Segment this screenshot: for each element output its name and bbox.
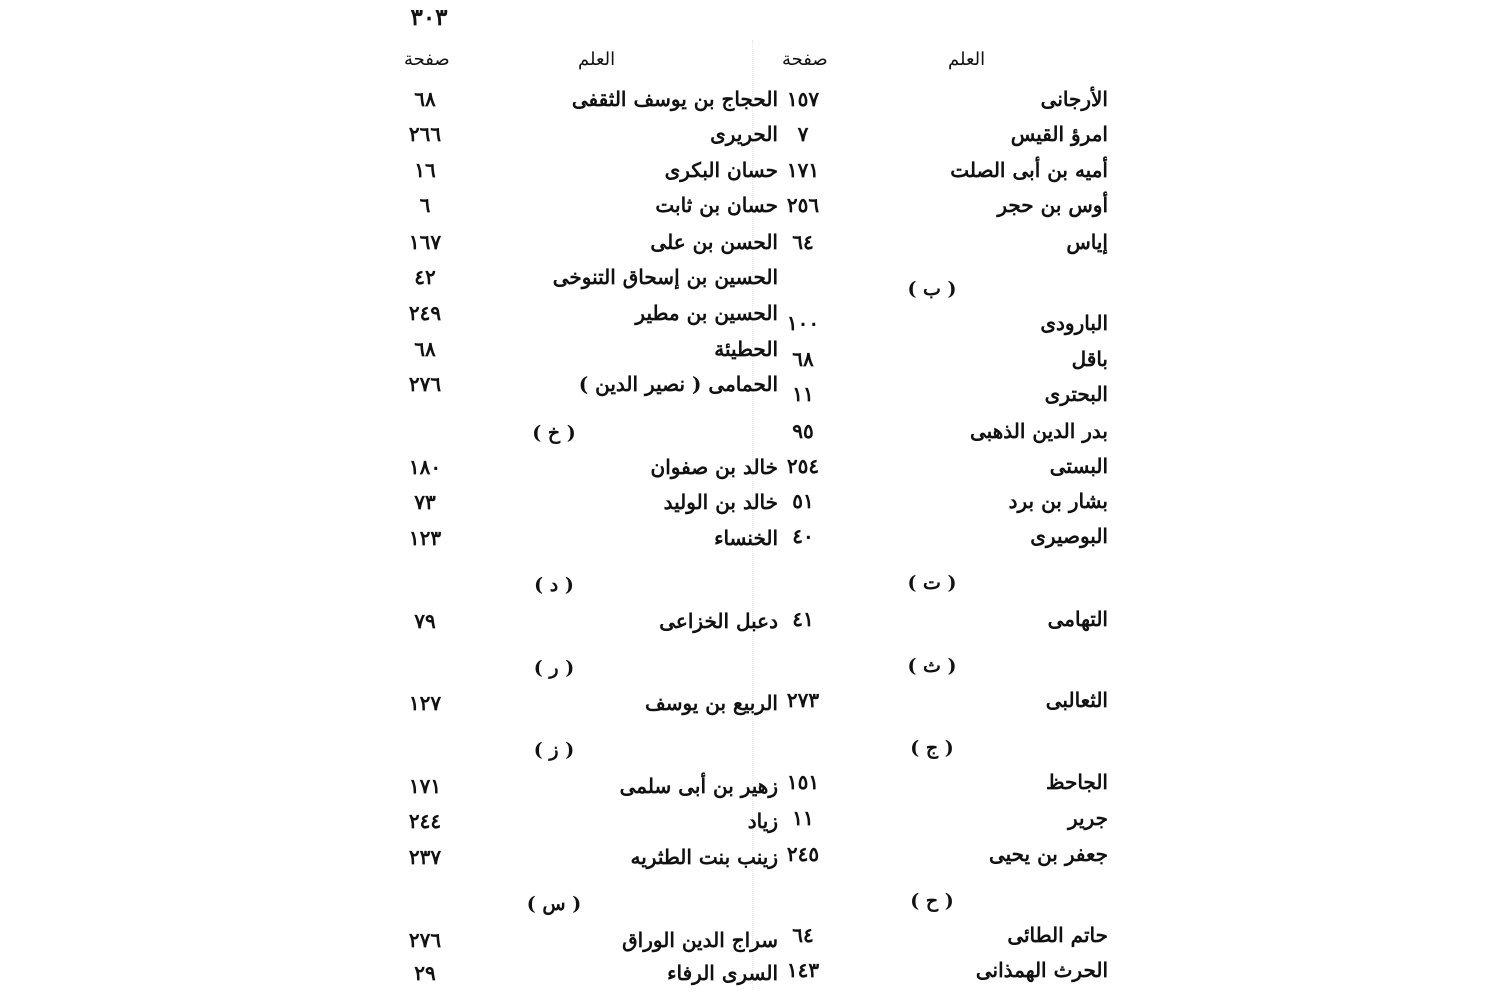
- person-name: الأرجانى: [1040, 87, 1108, 111]
- page-reference: ٧٣: [414, 490, 436, 514]
- page-reference: ١٥٧: [786, 87, 820, 111]
- person-name: الربيع بن يوسف: [644, 691, 778, 715]
- page-reference: ١٠٠: [786, 311, 820, 335]
- index-entry-row: [770, 955, 1108, 985]
- index-entry-row: [770, 839, 1108, 869]
- person-name: أميه بن أبى الصلت: [950, 158, 1108, 182]
- index-entry-row: [392, 523, 778, 553]
- index-entry-row: [392, 155, 778, 185]
- person-name: السرى الرفاء: [667, 961, 778, 985]
- page-reference: ٦٨: [414, 87, 436, 111]
- person-name: أوس بن حجر: [997, 193, 1108, 217]
- page-reference: ١٧١: [408, 774, 442, 798]
- index-entry-row: [770, 685, 1108, 715]
- page-reference: ٩٥: [792, 419, 814, 443]
- left-column-page-header: صفحة: [404, 49, 450, 70]
- section-letter-heading: ( ج ): [910, 737, 954, 759]
- index-entry-row: [770, 84, 1108, 114]
- person-name: خالد بن الوليد: [663, 490, 778, 514]
- page-reference: ٧: [797, 122, 809, 146]
- page-reference: ٦٤: [792, 923, 814, 947]
- page-reference: ٦٤: [792, 230, 814, 254]
- page-reference: ٦٨: [414, 337, 436, 361]
- page-reference: ١٦٧: [408, 230, 442, 254]
- index-entry-row: [770, 227, 1108, 257]
- person-name: البارودى: [1040, 311, 1108, 335]
- person-name: زياد: [747, 809, 778, 833]
- page-reference: ٦: [419, 193, 431, 217]
- index-entry-row: [392, 958, 778, 988]
- index-entry-row: [770, 604, 1108, 634]
- index-entry-row: [392, 119, 778, 149]
- page-reference: ١٢٧: [408, 691, 442, 715]
- person-name: الحمامى ( نصير الدين ): [578, 372, 778, 396]
- person-name: إياس: [1066, 230, 1108, 254]
- index-entry-row: [770, 119, 1108, 149]
- section-letter-heading: ( ح ): [910, 890, 954, 912]
- page-reference: ٢٧٦: [408, 372, 442, 396]
- page-reference: ١٦: [414, 158, 436, 182]
- person-name: حاتم الطائى: [1007, 923, 1108, 947]
- index-entry-row: [770, 486, 1108, 516]
- person-name: حسان البكرى: [664, 158, 778, 182]
- index-entry-row: [770, 308, 1108, 338]
- page-reference: ٢٣٧: [408, 845, 442, 869]
- index-entry-row: [392, 262, 778, 292]
- left-column-name-header: العلم: [578, 49, 616, 70]
- page-reference: ٢٧٦: [408, 928, 442, 952]
- section-letter-heading: ( خ ): [532, 422, 576, 444]
- page-reference: ٢٧٣: [786, 688, 820, 712]
- person-name: الثعالبى: [1045, 688, 1108, 712]
- person-name: باقل: [1071, 347, 1108, 371]
- page-reference: ٥١: [792, 489, 814, 513]
- page-reference: ٤٢: [414, 265, 436, 289]
- index-entry-row: [770, 920, 1108, 950]
- index-entry-row: [392, 806, 778, 836]
- page-reference: ١٤٣: [786, 958, 820, 982]
- person-name: الحرث الهمذانى: [975, 958, 1108, 982]
- index-entry-row: [770, 767, 1108, 797]
- person-name: سراج الدين الوراق: [622, 928, 778, 952]
- person-name: بدر الدين الذهبى: [970, 419, 1108, 443]
- section-letter-heading: ( ث ): [907, 655, 957, 677]
- person-name: البستى: [1049, 454, 1108, 478]
- index-entry-row: [770, 521, 1108, 551]
- section-letter-heading: ( ب ): [907, 278, 957, 300]
- person-name: الحريرى: [710, 122, 778, 146]
- person-name: البوصيرى: [1030, 524, 1108, 548]
- index-entry-row: [392, 771, 778, 801]
- section-letter-heading: ( ر ): [533, 657, 575, 679]
- page-reference: ١٢٣: [408, 526, 442, 550]
- page-reference: ٢٤٩: [408, 301, 442, 325]
- person-name: البحترى: [1044, 382, 1108, 406]
- index-entry-row: [392, 606, 778, 636]
- index-entry-row: [392, 452, 778, 482]
- person-name: بشار بن برد: [1008, 489, 1108, 513]
- index-entry-row: [770, 416, 1108, 446]
- index-entry-row: [392, 842, 778, 872]
- page-reference: ١٨٠: [408, 455, 442, 479]
- page-number: ٣٠٣: [410, 4, 448, 31]
- right-column-name-header: العلم: [948, 49, 986, 70]
- person-name: جرير: [1068, 806, 1108, 830]
- page-reference: ٤٠: [792, 524, 814, 548]
- index-entry-row: [770, 803, 1108, 833]
- page-reference: ٤١: [792, 607, 814, 631]
- page-reference: ٢٦٦: [408, 122, 442, 146]
- index-entry-row: [392, 369, 778, 399]
- person-name: الخنساء: [714, 526, 778, 550]
- page-reference: ٢٩: [414, 961, 436, 985]
- page-reference: ٢٥٤: [786, 454, 820, 478]
- page-reference: ١٧١: [786, 158, 820, 182]
- index-entry-row: [392, 298, 778, 328]
- page-reference: ١١: [792, 382, 814, 406]
- person-name: الجاحظ: [1045, 770, 1108, 794]
- person-name: جعفر بن يحيى: [988, 842, 1108, 866]
- section-letter-heading: ( د ): [534, 574, 574, 596]
- index-entry-row: [392, 688, 778, 718]
- person-name: الحسين بن إسحاق التنوخى: [552, 265, 778, 289]
- person-name: حسان بن ثابت: [655, 193, 778, 217]
- index-entry-row: [392, 190, 778, 220]
- person-name: الحجاج بن يوسف الثقفى: [571, 87, 778, 111]
- section-letter-heading: ( ت ): [907, 572, 957, 594]
- person-name: دعبل الخزاعى: [659, 609, 778, 633]
- person-name: زينب بنت الطثريه: [630, 845, 778, 869]
- page-reference: ١١: [792, 806, 814, 830]
- index-entry-row: [770, 379, 1108, 409]
- person-name: امرؤ القيس: [1010, 122, 1108, 146]
- index-entry-row: [392, 334, 778, 364]
- index-entry-row: [770, 190, 1108, 220]
- page-reference: ٦٨: [792, 347, 814, 371]
- page-reference: ١٥١: [786, 770, 820, 794]
- person-name: الحسين بن مطير: [635, 301, 778, 325]
- index-entry-row: [392, 487, 778, 517]
- person-name: الحطيئة: [714, 337, 778, 361]
- index-entry-row: [392, 84, 778, 114]
- index-entry-row: [392, 925, 778, 955]
- right-column-page-header: صفحة: [782, 49, 828, 70]
- person-name: زهير بن أبى سلمى: [619, 774, 778, 798]
- section-letter-heading: ( ز ): [533, 739, 575, 761]
- index-entry-row: [770, 451, 1108, 481]
- page-reference: ٢٥٦: [786, 193, 820, 217]
- index-entry-row: [770, 155, 1108, 185]
- person-name: التهامى: [1047, 607, 1108, 631]
- person-name: خالد بن صفوان: [650, 455, 778, 479]
- page-reference: ٢٤٤: [408, 809, 442, 833]
- index-entry-row: [770, 344, 1108, 374]
- index-entry-row: [392, 227, 778, 257]
- page-reference: ٢٤٥: [786, 842, 820, 866]
- person-name: الحسن بن على: [650, 230, 778, 254]
- section-letter-heading: ( س ): [526, 893, 582, 915]
- page-reference: ٧٩: [414, 609, 436, 633]
